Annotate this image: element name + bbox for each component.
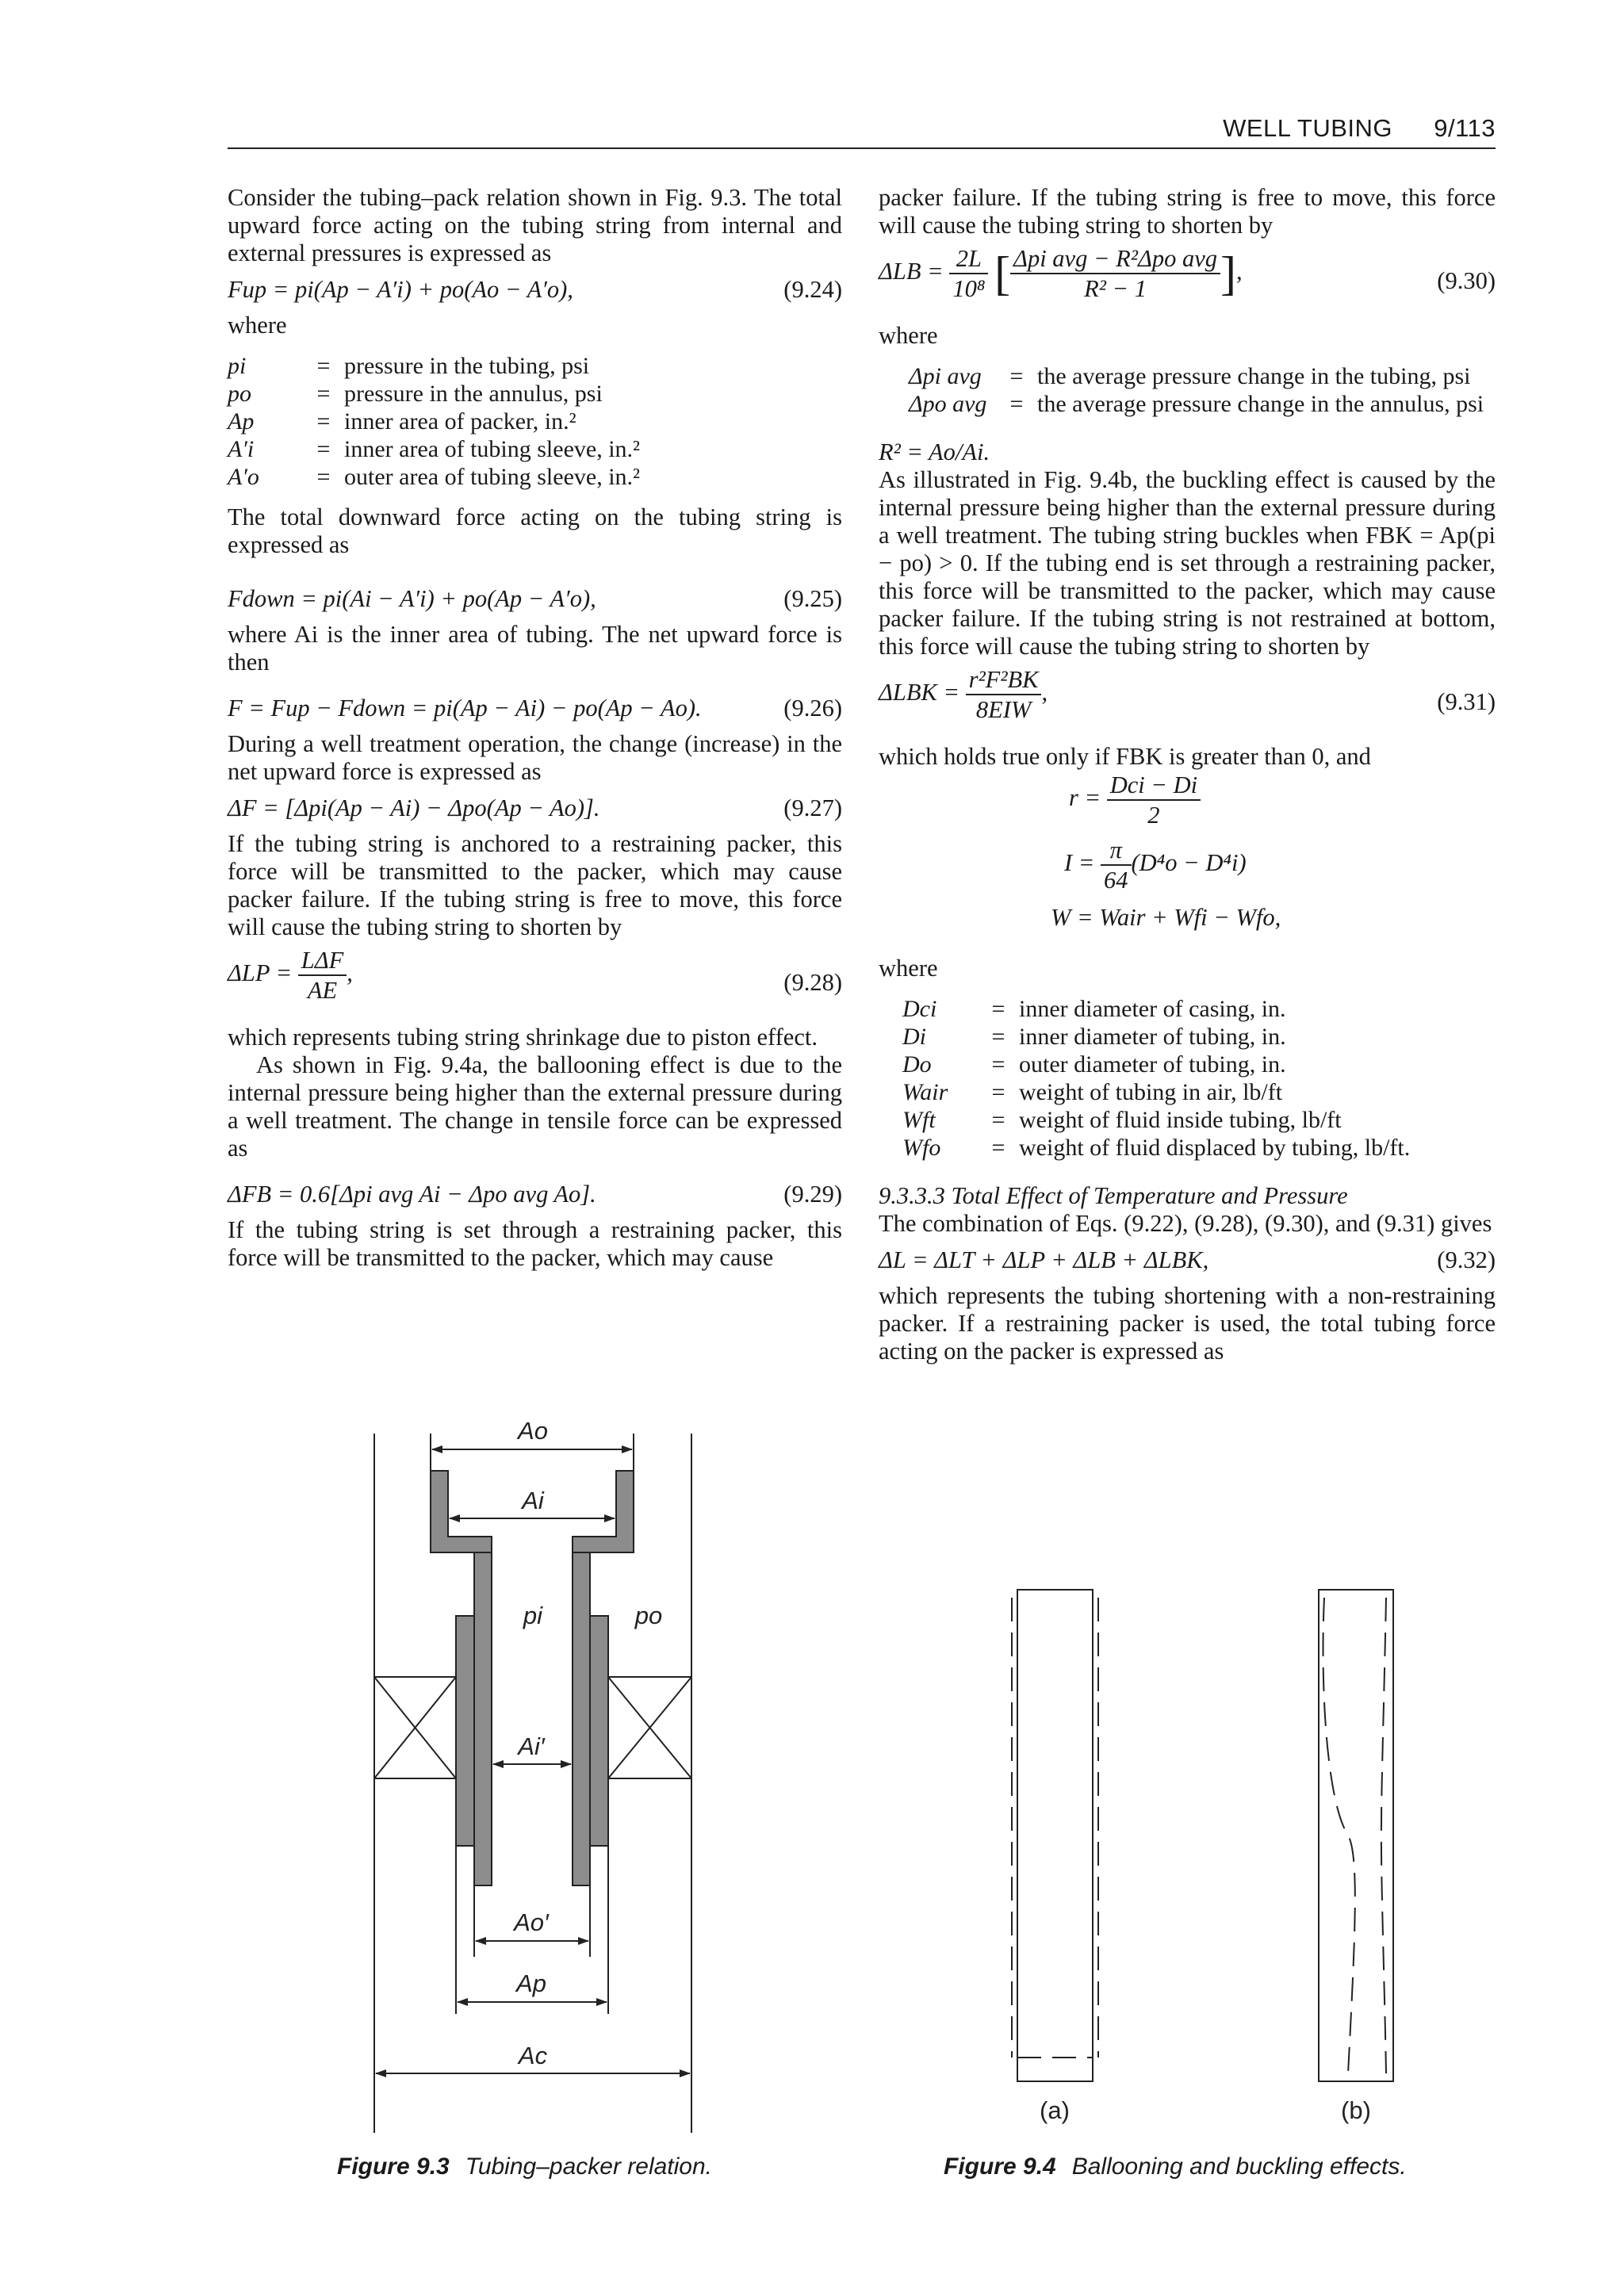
equation-9-31 <box>879 665 1496 738</box>
figure-9-3-tubing-packer-diagram <box>349 1411 730 2141</box>
definition-row: A′i = inner area of tubing sleeve, in.² <box>228 436 641 462</box>
definition-row: Wft = weight of fluid inside tubing, lb/ft <box>902 1107 1342 1133</box>
buckling-diagram <box>1319 1590 1393 2081</box>
paragraph: During a well treatment operation, the change (increase) in the net upward force is expressed as <box>228 730 842 785</box>
label-ai: Ai <box>522 1487 544 1514</box>
equation-9-27 <box>228 790 842 825</box>
label-po: po <box>634 1602 663 1629</box>
definition-row: po = pressure in the annulus, psi <box>228 381 603 407</box>
figure-9-4-caption: Figure 9.4 Ballooning and buckling effects. <box>944 2153 1407 2180</box>
subsection-heading: 9.3.3.3 Total Effect of Temperature and Pressure <box>879 1182 1348 1209</box>
equation-group <box>879 771 1496 937</box>
tubing-wall-left <box>474 1552 492 1885</box>
equation-9-24 <box>228 272 842 307</box>
label-ac: Ac <box>518 2042 548 2069</box>
paragraph: packer failure. If the tubing string is free to move, this force will cause the tubing string to shorten by <box>879 184 1496 239</box>
page-number: 9/113 <box>1434 114 1496 142</box>
equation-number: (9.32) <box>1437 1246 1496 1273</box>
equation-9-26 <box>228 691 842 725</box>
figure-9-3-caption: Figure 9.3 Tubing–packer relation. <box>337 2153 713 2180</box>
paragraph: If the tubing string is anchored to a restraining packer, this force will be transmitted to the packer, which may cause packer failure. If the tubing string is free to move, this force will cause the tubing string to shorten by <box>228 830 842 940</box>
paragraph: where <box>879 955 938 982</box>
definition-row: Δpi avg = the average pressure change in the tubing, psi <box>909 363 1471 389</box>
definitions-list <box>909 362 1484 418</box>
paragraph: The total downward force acting on the tubing string is expressed as <box>228 503 842 558</box>
equation-expr: F = Fup − Fdown = pi(Ap − Ai) − po(Ap − Ao). <box>228 695 702 722</box>
equation-expr: Fup = pi(Ap − A′i) + po(Ao − A′o), <box>228 276 573 303</box>
label-a: (a) <box>1040 2096 1070 2124</box>
paragraph: The combination of Eqs. (9.22), (9.28), (9.30), and (9.31) gives <box>879 1210 1492 1237</box>
paragraph: If the tubing string is set through a restraining packer, this force will be transmitted to the packer, which may cause <box>228 1216 842 1271</box>
figure-9-4-ballooning-buckling-diagram <box>991 1578 1419 2133</box>
equation-i: I = $\frac{\pi}{64}$ (D⁴o − D⁴i) <box>1064 836 1247 894</box>
header-title: WELL TUBING <box>1223 114 1392 142</box>
paragraph: where <box>879 322 938 349</box>
label-pi: pi <box>523 1602 543 1629</box>
left-column <box>228 184 842 1272</box>
equation-number: (9.24) <box>783 276 842 303</box>
equation-expr: ΔL = ΔLT + ΔLP + ΔLB + ΔLBK, <box>879 1246 1209 1273</box>
equation-expr: ΔF = [Δpi(Ap − Ai) − Δpo(Ap − Ao)]. <box>228 794 600 821</box>
equation-expr: ΔLBK = $\frac{\text{r²F²BK}}{\text{8EIW}}$ , <box>879 666 1048 723</box>
definition-row: A′o = outer area of tubing sleeve, in.² <box>228 464 641 490</box>
equation-9-32 <box>879 1242 1496 1277</box>
equation-9-25 <box>228 581 842 616</box>
definitions-list <box>902 995 1410 1162</box>
paragraph: Consider the tubing–pack relation shown in Fig. 9.3. The total upward force acting on the tubing string from internal and external pressures is expressed as <box>228 184 842 266</box>
tubing-sleeve-left <box>431 1471 492 1552</box>
definition-row: Wair = weight of tubing in air, lb/ft <box>902 1079 1283 1105</box>
definition-row: Ap = inner area of packer, in.² <box>228 408 576 434</box>
paragraph: where <box>228 312 287 339</box>
right-column <box>879 184 1496 1365</box>
paragraph: which holds true only if FBK is greater than 0, and <box>879 743 1371 770</box>
equation-expr: Fdown = pi(Ai − A′i) + po(Ap − A′o), <box>228 585 596 612</box>
packer-mandrel-left <box>456 1616 474 1846</box>
equation-w: W = Wair + Wfi − Wfo, <box>1051 904 1281 931</box>
equation-9-28 <box>228 946 842 1019</box>
definition-row: pi = pressure in the tubing, psi <box>228 353 590 379</box>
definition-row: Δpo avg = the average pressure change in the annulus, psi <box>909 391 1484 417</box>
paragraph: As illustrated in Fig. 9.4b, the buckling effect is caused by the internal pressure being higher than the external pressure during a well treatment. The tubing string buckles when FBK = Ap(pi − po) > 0. If the tubing end is set through a restraining packer, this force will be transmitted to the packer, which may cause packer failure. If the tubing string is not restrained at bottom, this force will cause the tubing string to shorten by <box>879 466 1496 660</box>
equation-9-29 <box>228 1177 842 1212</box>
label-ap: Ap <box>516 1970 546 1997</box>
paragraph: R² = Ao/Ai. <box>879 438 990 465</box>
definition-row: Do = outer diameter of tubing, in. <box>902 1051 1286 1078</box>
label-ai-prime: Ai′ <box>518 1732 545 1760</box>
packer-mandrel-right <box>590 1616 608 1846</box>
label-b: (b) <box>1341 2096 1371 2124</box>
ballooning-diagram <box>1012 1590 1098 2081</box>
paragraph: where Ai is the inner area of tubing. The net upward force is then <box>228 621 842 676</box>
equation-number: (9.26) <box>783 695 842 722</box>
equation-expr: ΔFB = 0.6[Δpi avg Ai − Δpo avg Ao]. <box>228 1181 596 1208</box>
equation-expr: ΔLB = $\frac{2L}{\text{10⁸}}$ [ $\frac{\text{Δpi avg − R²Δpo avg}}{\text{R² − 1}}$ ], <box>879 245 1243 302</box>
equation-expr: ΔLP = $\frac{\text{LΔF}}{AE}$ , <box>228 947 353 1004</box>
equation-number: (9.31) <box>1437 688 1496 715</box>
tubing-sleeve-right <box>573 1471 634 1552</box>
label-ao: Ao <box>518 1417 548 1445</box>
paragraph: As shown in Fig. 9.4a, the ballooning effect is due to the internal pressure being higher than the external pressure during a well treatment. The change in tensile force can be expressed as <box>228 1051 842 1162</box>
label-ao-prime: Ao′ <box>514 1908 549 1936</box>
packer-element-left <box>374 1677 456 1778</box>
equation-number: (9.28) <box>783 969 842 996</box>
definition-row: Wfo = weight of fluid displaced by tubing, lb/ft. <box>902 1135 1411 1161</box>
equation-r: r = $\frac{\text{Dci − Di}}{2}$ <box>1069 771 1201 829</box>
equation-number: (9.29) <box>783 1181 842 1208</box>
definitions-list <box>228 352 640 491</box>
running-header <box>228 111 1496 149</box>
paragraph: which represents tubing string shrinkage due to piston effect. <box>228 1024 818 1051</box>
equation-9-30 <box>879 244 1496 317</box>
tubing-wall-right <box>573 1552 590 1885</box>
paragraph: which represents the tubing shortening with a non-restraining packer. If a restraining packer is used, the total tubing force acting on the packer is expressed as <box>879 1282 1496 1365</box>
equation-number: (9.25) <box>783 585 842 612</box>
equation-number: (9.30) <box>1437 267 1496 294</box>
equation-number: (9.27) <box>783 794 842 821</box>
definition-row: Di = inner diameter of tubing, in. <box>902 1024 1286 1050</box>
definition-row: Dci = inner diameter of casing, in. <box>902 996 1286 1022</box>
packer-element-right <box>608 1677 691 1778</box>
